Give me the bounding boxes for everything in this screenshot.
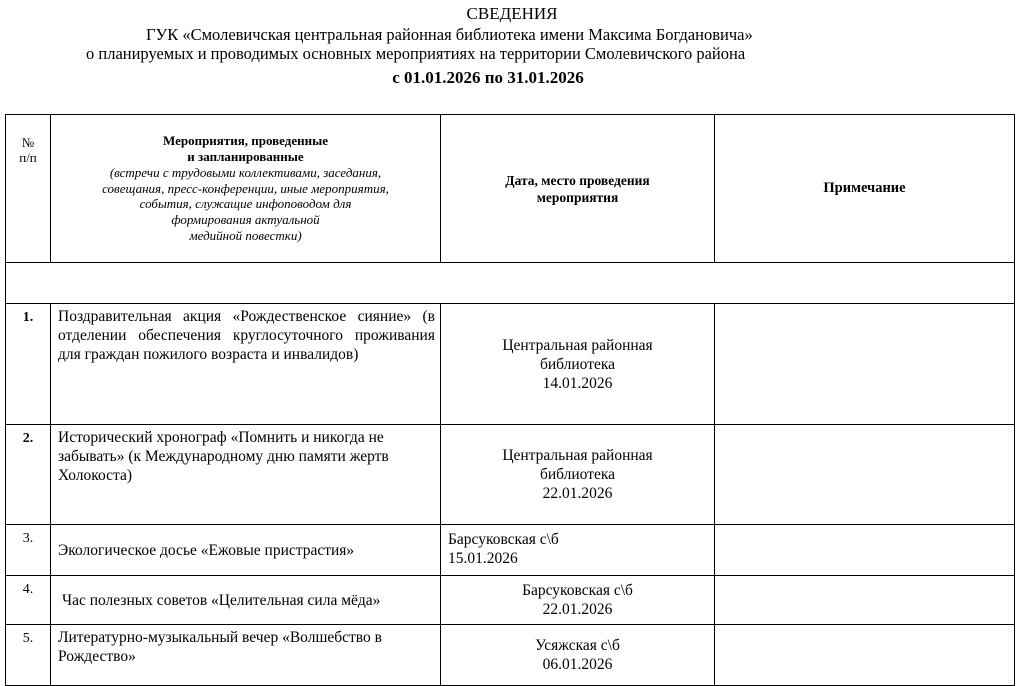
column-header-events-italic3: события, служащие инфоповодом для: [139, 196, 352, 212]
row-number: 1.: [6, 304, 51, 425]
event-date: 14.01.2026: [542, 374, 613, 392]
report-period: с 01.01.2026 по 31.01.2026: [392, 68, 584, 87]
table-row: [6, 625, 1015, 686]
event-name: Экологическое досье «Ежовые пристрастия»: [51, 525, 441, 576]
column-header-date-line1: Дата, место проведения: [505, 172, 650, 188]
column-header-number-line1: №: [21, 135, 35, 150]
column-header-events: [51, 115, 441, 263]
column-header-events-bold1: Мероприятия, проведенные: [162, 133, 328, 149]
event-place-date: [441, 625, 715, 686]
event-place-date: [441, 425, 715, 525]
event-date: 22.01.2026: [542, 601, 613, 618]
row-number: 5.: [6, 625, 51, 686]
event-place-line2: библиотека: [539, 466, 616, 483]
event-note: [715, 525, 1015, 576]
column-header-events-italic4: формирования актуальной: [171, 212, 320, 228]
event-name: Поздравительная акция «Рождественское сияние» (в отделении обеспечения круглосуточного проживания для граждан пожилого возраста и инвалидов): [51, 304, 441, 425]
table-header-row: [6, 115, 1015, 263]
event-place-line2: библиотека: [539, 355, 616, 373]
column-header-date-line2: мероприятия: [536, 189, 619, 205]
event-date: 22.01.2026: [542, 485, 613, 502]
row-number: 3.: [6, 525, 51, 576]
event-place-date: [441, 525, 715, 576]
event-note: [715, 425, 1015, 525]
column-header-number-line2: п/п: [19, 150, 37, 165]
column-header-note: Примечание: [715, 115, 1015, 263]
empty-row: [6, 263, 1015, 304]
event-name: Час полезных советов «Целительная сила мёда»: [51, 576, 441, 625]
table-row: [6, 425, 1015, 525]
event-note: [715, 304, 1015, 425]
table-row: [6, 304, 1015, 425]
column-header-number: [6, 115, 51, 263]
empty-cell: [6, 263, 1015, 304]
event-note: [715, 625, 1015, 686]
event-place-date: [441, 576, 715, 625]
event-place-date: [441, 304, 715, 425]
column-header-events-italic5: медийной повестки): [189, 227, 302, 243]
event-place-line1: Усяжская с\б: [535, 637, 620, 654]
organization-name: ГУК «Смолевичская центральная районная библиотека имени Максима Богдановича»: [146, 25, 753, 44]
event-place-line1: Центральная районная: [502, 447, 653, 464]
row-number: 4.: [6, 576, 51, 625]
event-date: 15.01.2026: [448, 550, 518, 567]
event-place-line1: Центральная районная: [502, 336, 653, 354]
event-place-line1: Барсуковская с\б: [448, 531, 559, 548]
event-note: [715, 576, 1015, 625]
table-row: [6, 576, 1015, 625]
document-description: о планируемых и проводимых основных мероприятиях на территории Смолевичского района: [86, 44, 746, 63]
event-name: Литературно-музыкальный вечер «Волшебство в Рождество»: [51, 625, 441, 686]
column-header-events-italic1: (встречи с трудовыми коллективами, заседания,: [109, 164, 382, 180]
column-header-date-place: [441, 115, 715, 263]
events-table: [5, 114, 1015, 686]
row-number: 2.: [6, 425, 51, 525]
document-title: СВЕДЕНИЯ: [466, 4, 558, 23]
table-row: [6, 525, 1015, 576]
event-name: Исторический хронограф «Помнить и никогда не забывать» (к Международному дню памяти жертв Холокоста): [51, 425, 441, 525]
column-header-events-italic2: совещания, пресс-конференции, иные мероприятия,: [102, 180, 389, 196]
column-header-events-bold2: и запланированные: [187, 149, 304, 164]
event-place-line1: Барсуковская с\б: [522, 582, 633, 599]
event-date: 06.01.2026: [542, 656, 613, 673]
